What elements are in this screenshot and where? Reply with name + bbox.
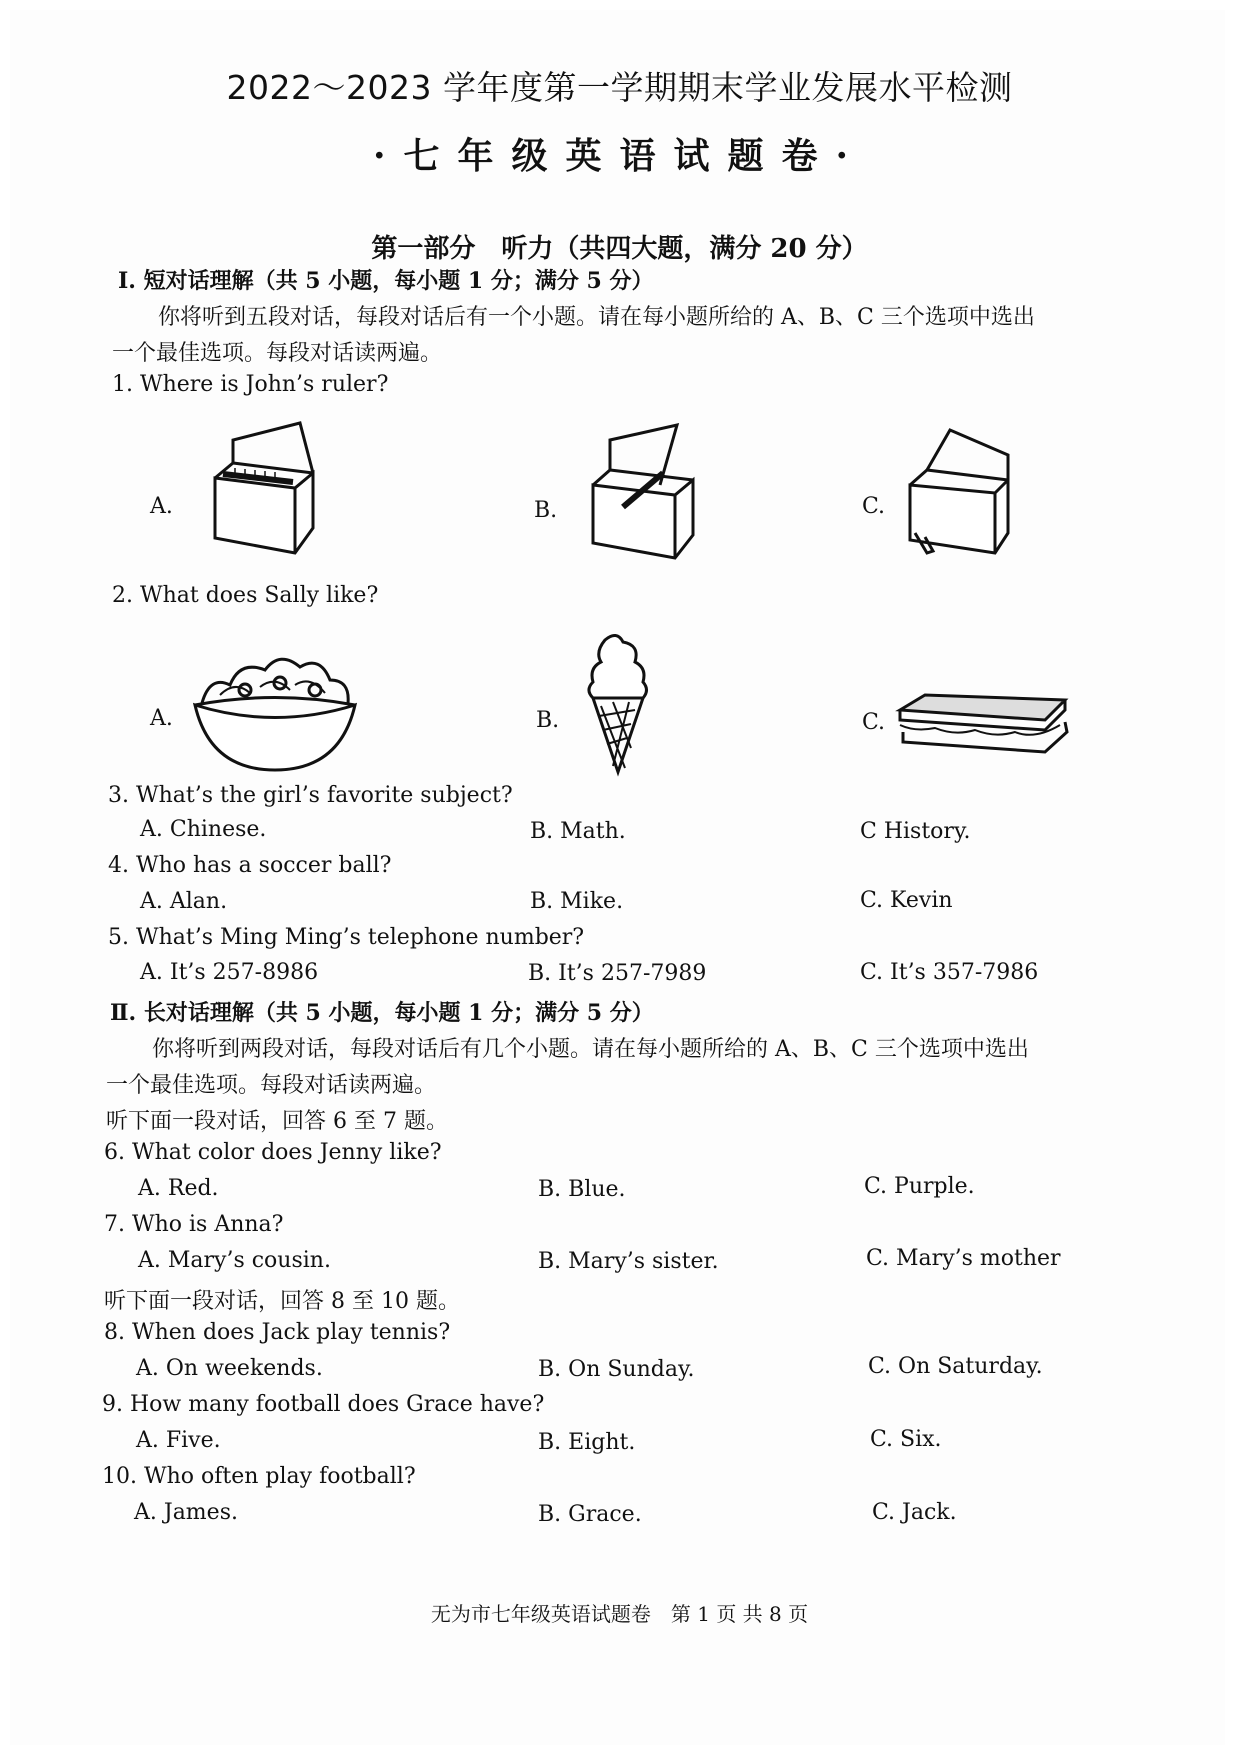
q8-option-a: A. On weekends.	[136, 1356, 323, 1381]
question-8: 8. When does Jack play tennis?	[104, 1320, 451, 1345]
box-ruler-inside-icon	[205, 418, 325, 558]
q10-option-a: A. James.	[134, 1500, 238, 1525]
q6-option-c: C. Purple.	[864, 1174, 975, 1199]
section1-instruction-1: 你将听到五段对话，每段对话后有一个小题。请在每小题所给的 A、B、C 三个选项中选出	[158, 305, 1035, 330]
page-footer: 无为市七年级英语试题卷 第 1 页 共 8 页	[430, 1602, 809, 1626]
q5-option-c: C. It’s 357-7986	[860, 960, 1039, 985]
box-ruler-diagonal-icon	[585, 425, 705, 565]
part1-title: 第一部分 听力（共四大题，满分 20 分）	[371, 234, 868, 264]
question-7: 7. Who is Anna?	[104, 1212, 284, 1237]
q6-option-b: B. Blue.	[538, 1177, 626, 1202]
q1-label-c: C.	[862, 494, 886, 519]
question-2: 2. What does Sally like?	[112, 583, 379, 608]
question-5: 5. What’s Ming Ming’s telephone number?	[108, 925, 585, 950]
q5-option-a: A. It’s 257-8986	[140, 960, 319, 985]
q1-label-a: A.	[150, 494, 173, 519]
box-ruler-under-icon	[905, 425, 1025, 565]
q3-option-b: B. Math.	[530, 819, 626, 844]
q7-option-c: C. Mary’s mother	[866, 1246, 1061, 1271]
section1-title: Ⅰ. 短对话理解（共 5 小题，每小题 1 分；满分 5 分）	[118, 268, 654, 294]
q4-option-a: A. Alan.	[140, 889, 228, 914]
question-10: 10. Who often play football?	[102, 1464, 416, 1489]
sandwich-icon	[895, 690, 1070, 760]
q2-label-b: B.	[536, 708, 560, 733]
q4-option-c: C. Kevin	[860, 888, 953, 913]
exam-subtitle: ·七年级英语试题卷·	[372, 135, 867, 177]
q7-option-b: B. Mary’s sister.	[538, 1249, 719, 1274]
section1-instruction-2: 一个最佳选项。每段对话读两遍。	[112, 341, 443, 366]
section2-instruction-2: 一个最佳选项。每段对话读两遍。	[106, 1073, 437, 1098]
question-9: 9. How many football does Grace have?	[102, 1392, 545, 1417]
dialog2-note: 听下面一段对话，回答 8 至 10 题。	[104, 1289, 460, 1314]
q9-option-c: C. Six.	[870, 1427, 942, 1452]
salad-bowl-icon	[190, 645, 360, 775]
question-1: 1. Where is John’s ruler?	[112, 372, 389, 397]
q9-option-b: B. Eight.	[538, 1430, 636, 1455]
q10-option-c: C. Jack.	[872, 1500, 957, 1525]
q8-option-b: B. On Sunday.	[538, 1357, 695, 1382]
q3-option-c: C History.	[860, 819, 971, 844]
exam-title: 2022～2023 学年度第一学期期末学业发展水平检测	[226, 68, 1013, 107]
ice-cream-cone-icon	[585, 630, 655, 775]
question-4: 4. Who has a soccer ball?	[108, 853, 392, 878]
q1-label-b: B.	[534, 498, 558, 523]
question-6: 6. What color does Jenny like?	[104, 1140, 442, 1165]
q4-option-b: B. Mike.	[530, 889, 624, 914]
q10-option-b: B. Grace.	[538, 1502, 642, 1527]
q2-label-a: A.	[150, 706, 173, 731]
question-3: 3. What’s the girl’s favorite subject?	[108, 783, 513, 808]
q2-label-c: C.	[862, 710, 886, 735]
section2-title: Ⅱ. 长对话理解（共 5 小题，每小题 1 分；满分 5 分）	[110, 1000, 654, 1026]
q7-option-a: A. Mary’s cousin.	[138, 1248, 331, 1273]
q3-option-a: A. Chinese.	[140, 817, 267, 842]
q8-option-c: C. On Saturday.	[868, 1354, 1043, 1379]
q6-option-a: A. Red.	[138, 1176, 219, 1201]
q9-option-a: A. Five.	[136, 1428, 221, 1453]
q5-option-b: B. It’s 257-7989	[528, 961, 707, 986]
dialog1-note: 听下面一段对话，回答 6 至 7 题。	[106, 1109, 448, 1134]
section2-instruction-1: 你将听到两段对话，每段对话后有几个小题。请在每小题所给的 A、B、C 三个选项中选出	[152, 1037, 1029, 1062]
